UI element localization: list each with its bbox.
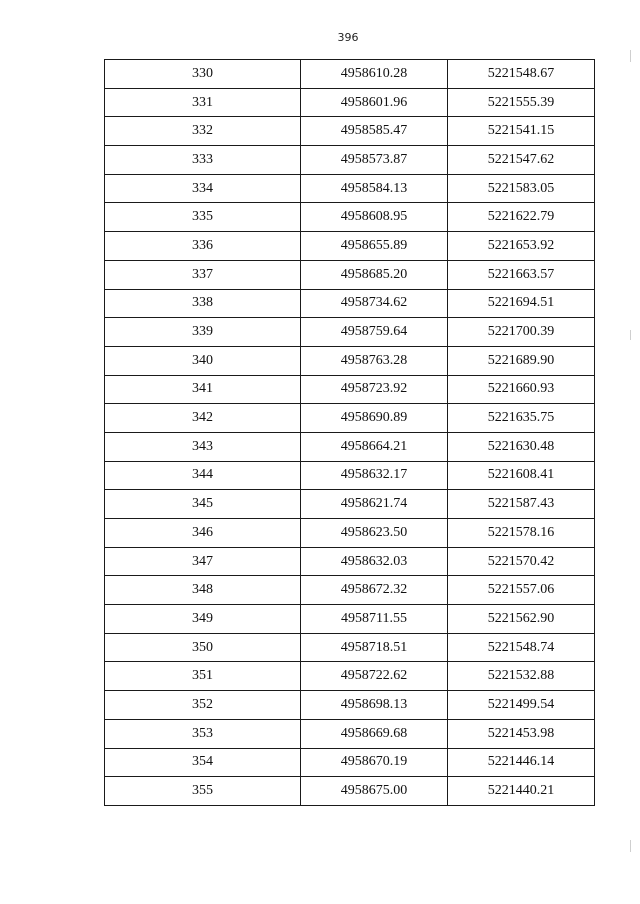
x-coordinate-cell: 4958675.00 [301, 777, 448, 806]
point-number-cell: 333 [105, 146, 301, 175]
y-coordinate-cell: 5221578.16 [448, 519, 595, 548]
table-row [105, 117, 595, 146]
table-row [105, 691, 595, 720]
table-row [105, 777, 595, 806]
point-number-cell: 348 [105, 576, 301, 605]
point-number-cell: 352 [105, 691, 301, 720]
table-row [105, 260, 595, 289]
table-row [105, 519, 595, 548]
point-number-cell: 355 [105, 777, 301, 806]
table-row [105, 748, 595, 777]
x-coordinate-cell: 4958734.62 [301, 289, 448, 318]
table-row [105, 432, 595, 461]
table-row [105, 633, 595, 662]
scan-edge-mark [630, 840, 631, 852]
table-row [105, 461, 595, 490]
y-coordinate-cell: 5221555.39 [448, 88, 595, 117]
y-coordinate-cell: 5221663.57 [448, 260, 595, 289]
y-coordinate-cell: 5221562.90 [448, 605, 595, 634]
x-coordinate-cell: 4958690.89 [301, 404, 448, 433]
x-coordinate-cell: 4958585.47 [301, 117, 448, 146]
y-coordinate-cell: 5221587.43 [448, 490, 595, 519]
point-number-cell: 347 [105, 547, 301, 576]
scan-edge-mark [630, 50, 631, 62]
y-coordinate-cell: 5221547.62 [448, 146, 595, 175]
table-row [105, 404, 595, 433]
y-coordinate-cell: 5221653.92 [448, 232, 595, 261]
y-coordinate-cell: 5221499.54 [448, 691, 595, 720]
coordinates-table-body [105, 60, 595, 806]
x-coordinate-cell: 4958601.96 [301, 88, 448, 117]
y-coordinate-cell: 5221440.21 [448, 777, 595, 806]
table-row [105, 174, 595, 203]
point-number-cell: 350 [105, 633, 301, 662]
y-coordinate-cell: 5221570.42 [448, 547, 595, 576]
point-number-cell: 334 [105, 174, 301, 203]
point-number-cell: 346 [105, 519, 301, 548]
x-coordinate-cell: 4958672.32 [301, 576, 448, 605]
y-coordinate-cell: 5221700.39 [448, 318, 595, 347]
table-row [105, 60, 595, 89]
x-coordinate-cell: 4958685.20 [301, 260, 448, 289]
table-row [105, 146, 595, 175]
x-coordinate-cell: 4958608.95 [301, 203, 448, 232]
table-row [105, 662, 595, 691]
table-row [105, 576, 595, 605]
point-number-cell: 343 [105, 432, 301, 461]
x-coordinate-cell: 4958623.50 [301, 519, 448, 548]
x-coordinate-cell: 4958759.64 [301, 318, 448, 347]
coordinates-table [104, 59, 595, 806]
point-number-cell: 335 [105, 203, 301, 232]
point-number-cell: 338 [105, 289, 301, 318]
y-coordinate-cell: 5221608.41 [448, 461, 595, 490]
point-number-cell: 353 [105, 719, 301, 748]
point-number-cell: 344 [105, 461, 301, 490]
y-coordinate-cell: 5221635.75 [448, 404, 595, 433]
y-coordinate-cell: 5221453.98 [448, 719, 595, 748]
table-row [105, 375, 595, 404]
x-coordinate-cell: 4958763.28 [301, 346, 448, 375]
table-row [105, 490, 595, 519]
y-coordinate-cell: 5221446.14 [448, 748, 595, 777]
x-coordinate-cell: 4958584.13 [301, 174, 448, 203]
point-number-cell: 330 [105, 60, 301, 89]
x-coordinate-cell: 4958711.55 [301, 605, 448, 634]
x-coordinate-cell: 4958621.74 [301, 490, 448, 519]
table-row [105, 289, 595, 318]
x-coordinate-cell: 4958722.62 [301, 662, 448, 691]
y-coordinate-cell: 5221630.48 [448, 432, 595, 461]
point-number-cell: 342 [105, 404, 301, 433]
point-number-cell: 331 [105, 88, 301, 117]
x-coordinate-cell: 4958632.03 [301, 547, 448, 576]
y-coordinate-cell: 5221541.15 [448, 117, 595, 146]
point-number-cell: 351 [105, 662, 301, 691]
table-row [105, 605, 595, 634]
table-row [105, 88, 595, 117]
x-coordinate-cell: 4958669.68 [301, 719, 448, 748]
point-number-cell: 332 [105, 117, 301, 146]
y-coordinate-cell: 5221548.74 [448, 633, 595, 662]
scan-edge-mark [630, 330, 631, 340]
x-coordinate-cell: 4958655.89 [301, 232, 448, 261]
point-number-cell: 336 [105, 232, 301, 261]
point-number-cell: 340 [105, 346, 301, 375]
y-coordinate-cell: 5221622.79 [448, 203, 595, 232]
x-coordinate-cell: 4958573.87 [301, 146, 448, 175]
x-coordinate-cell: 4958632.17 [301, 461, 448, 490]
table-row [105, 346, 595, 375]
point-number-cell: 354 [105, 748, 301, 777]
x-coordinate-cell: 4958718.51 [301, 633, 448, 662]
point-number-cell: 341 [105, 375, 301, 404]
y-coordinate-cell: 5221660.93 [448, 375, 595, 404]
x-coordinate-cell: 4958698.13 [301, 691, 448, 720]
point-number-cell: 337 [105, 260, 301, 289]
x-coordinate-cell: 4958670.19 [301, 748, 448, 777]
table-row [105, 203, 595, 232]
table-row [105, 719, 595, 748]
table-row [105, 318, 595, 347]
table-row [105, 547, 595, 576]
x-coordinate-cell: 4958664.21 [301, 432, 448, 461]
y-coordinate-cell: 5221557.06 [448, 576, 595, 605]
page-number: 396 [337, 31, 359, 44]
x-coordinate-cell: 4958610.28 [301, 60, 448, 89]
y-coordinate-cell: 5221532.88 [448, 662, 595, 691]
point-number-cell: 339 [105, 318, 301, 347]
table-row [105, 232, 595, 261]
y-coordinate-cell: 5221583.05 [448, 174, 595, 203]
y-coordinate-cell: 5221694.51 [448, 289, 595, 318]
point-number-cell: 345 [105, 490, 301, 519]
y-coordinate-cell: 5221548.67 [448, 60, 595, 89]
point-number-cell: 349 [105, 605, 301, 634]
x-coordinate-cell: 4958723.92 [301, 375, 448, 404]
y-coordinate-cell: 5221689.90 [448, 346, 595, 375]
